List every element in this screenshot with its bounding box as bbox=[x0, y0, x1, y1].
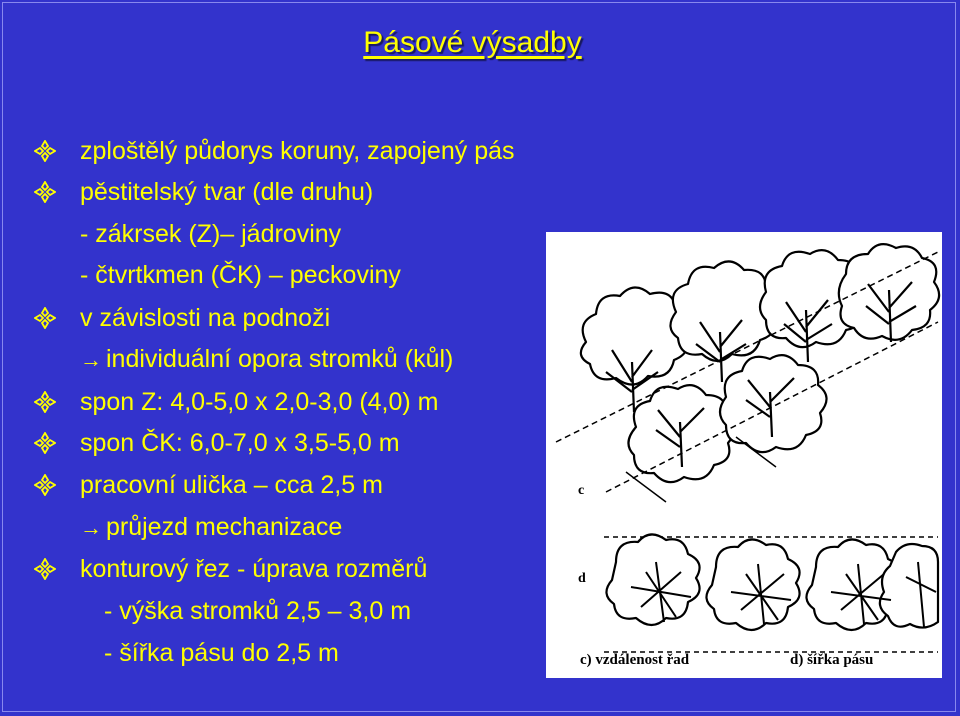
line-spacing-z: spon Z: 4,0-5,0 x 2,0-3,0 (4,0) m bbox=[80, 388, 439, 416]
line-tree-height: - výška stromků 2,5 – 3,0 m bbox=[104, 597, 412, 625]
diamond-bullet-icon bbox=[34, 558, 56, 580]
line-growing-form: pěstitelský tvar (dle druhu) bbox=[80, 178, 374, 206]
diamond-bullet-icon bbox=[34, 140, 56, 162]
diamond-bullet-icon bbox=[34, 181, 56, 203]
line-mechanization: → průjezd mechanizace bbox=[80, 513, 343, 541]
tree-row-illustration bbox=[546, 232, 942, 678]
right-arrow-icon: → bbox=[80, 347, 102, 372]
line-crown-shape: zploštělý půdorys koruny, zapojený pás bbox=[80, 137, 515, 165]
line-contour-pruning: konturový řez - úprava rozměrů bbox=[80, 555, 428, 583]
hedgerow-diagram bbox=[546, 232, 942, 678]
caption-row-distance: c) vzdálenost řad bbox=[580, 652, 690, 668]
caption-row-width: d) šířka pásu bbox=[790, 652, 874, 668]
line-quarter-stem: - čtvrtkmen (ČK) – peckoviny bbox=[80, 261, 401, 289]
line-row-width: - šířka pásu do 2,5 m bbox=[104, 639, 339, 667]
diamond-bullet-icon bbox=[34, 307, 56, 329]
diamond-bullet-icon bbox=[34, 474, 56, 496]
tree-crown-shape bbox=[880, 544, 938, 628]
line-dwarf: - zákrsek (Z)– jádroviny bbox=[80, 220, 342, 248]
label-c: c bbox=[578, 483, 585, 498]
slide-title: Pásové výsadby bbox=[363, 26, 582, 59]
line-spacing-ck: spon ČK: 6,0-7,0 x 3,5-5,0 m bbox=[80, 429, 400, 457]
right-arrow-icon: → bbox=[80, 515, 102, 540]
tree-crown-shape bbox=[581, 287, 688, 384]
label-d: d bbox=[578, 571, 586, 586]
line-work-alley: pracovní ulička – cca 2,5 m bbox=[80, 471, 383, 499]
diamond-bullet-icon bbox=[34, 432, 56, 454]
diamond-bullet-icon bbox=[34, 391, 56, 413]
line-rootstock: v závislosti na podnoži bbox=[80, 304, 331, 332]
line-support: → individuální opora stromků (kůl) bbox=[80, 345, 454, 373]
tree-crown-shape bbox=[606, 534, 699, 625]
